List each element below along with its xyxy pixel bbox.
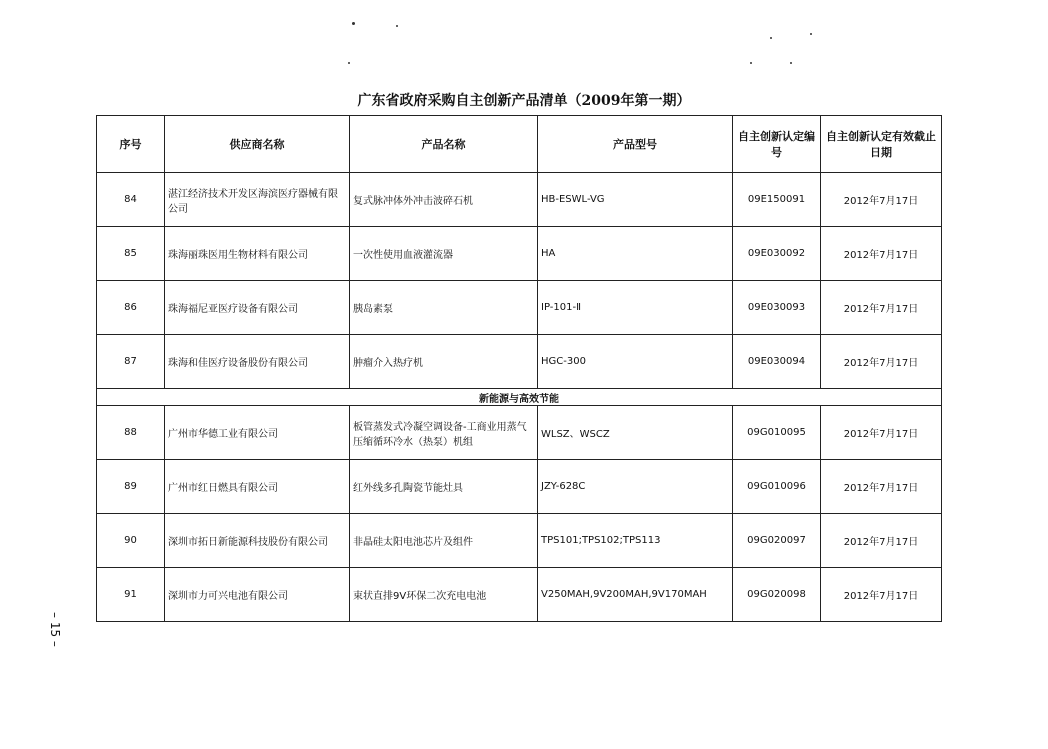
- cell-model: HGC-300: [538, 335, 733, 389]
- cell-cert: 09G020097: [733, 514, 821, 568]
- cell-model: V250MAH,9V200MAH,9V170MAH: [538, 568, 733, 622]
- cell-product: 一次性使用血液灌流器: [350, 227, 538, 281]
- cell-no: 85: [97, 227, 165, 281]
- cell-supplier: 深圳市力可兴电池有限公司: [165, 568, 350, 622]
- cell-supplier: 深圳市拓日新能源科技股份有限公司: [165, 514, 350, 568]
- cell-supplier: 珠海丽珠医用生物材料有限公司: [165, 227, 350, 281]
- category-row: [97, 389, 942, 406]
- cell-cert: 09E030093: [733, 281, 821, 335]
- cell-cert: 09E030092: [733, 227, 821, 281]
- cell-product: 胰岛素泵: [350, 281, 538, 335]
- cell-cert: 09G020098: [733, 568, 821, 622]
- cell-date: 2012年7月17日: [821, 514, 942, 568]
- cell-cert: 09G010095: [733, 406, 821, 460]
- cell-model: JZY-628C: [538, 460, 733, 514]
- cell-model: HB-ESWL-VG: [538, 173, 733, 227]
- cell-date: 2012年7月17日: [821, 568, 942, 622]
- cell-cert: 09E150091: [733, 173, 821, 227]
- header-supplier: 供应商名称: [165, 116, 350, 173]
- cell-product: 束状直排9V环保二次充电电池: [350, 568, 538, 622]
- cell-supplier: 湛江经济技术开发区海滨医疗器械有限公司: [165, 173, 350, 227]
- cell-no: 88: [97, 406, 165, 460]
- product-table: [96, 115, 942, 622]
- header-cert: 自主创新认定编号: [733, 116, 821, 173]
- cell-no: 89: [97, 460, 165, 514]
- cell-product: 复式脉冲体外冲击波碎石机: [350, 173, 538, 227]
- cell-supplier: 广州市华德工业有限公司: [165, 406, 350, 460]
- cell-date: 2012年7月17日: [821, 406, 942, 460]
- cell-model: TPS101;TPS102;TPS113: [538, 514, 733, 568]
- cell-product: 肿瘤介入热疗机: [350, 335, 538, 389]
- table-row: [97, 568, 942, 622]
- page-number: – 15 –: [48, 612, 62, 647]
- cell-cert: 09E030094: [733, 335, 821, 389]
- cell-product: 红外线多孔陶瓷节能灶具: [350, 460, 538, 514]
- cell-model: HA: [538, 227, 733, 281]
- table-row: [97, 514, 942, 568]
- cell-date: 2012年7月17日: [821, 335, 942, 389]
- table-row: [97, 460, 942, 514]
- table-row: [97, 335, 942, 389]
- cell-date: 2012年7月17日: [821, 227, 942, 281]
- table-header-row: [97, 116, 942, 173]
- header-model: 产品型号: [538, 116, 733, 173]
- table-row: [97, 227, 942, 281]
- cell-date: 2012年7月17日: [821, 281, 942, 335]
- cell-supplier: 广州市红日燃具有限公司: [165, 460, 350, 514]
- cell-model: WLSZ、WSCZ: [538, 406, 733, 460]
- cell-date: 2012年7月17日: [821, 460, 942, 514]
- cell-no: 84: [97, 173, 165, 227]
- header-no: 序号: [97, 116, 165, 173]
- cell-supplier: 珠海福尼亚医疗设备有限公司: [165, 281, 350, 335]
- header-product: 产品名称: [350, 116, 538, 173]
- cell-no: 91: [97, 568, 165, 622]
- category-label: 新能源与高效节能: [97, 389, 942, 406]
- cell-no: 86: [97, 281, 165, 335]
- cell-product: 非晶硅太阳电池芯片及组件: [350, 514, 538, 568]
- page-title: 广东省政府采购自主创新产品清单（2009年第一期）: [357, 93, 691, 109]
- cell-no: 87: [97, 335, 165, 389]
- header-date: 自主创新认定有效截止日期: [821, 116, 942, 173]
- cell-cert: 09G010096: [733, 460, 821, 514]
- cell-supplier: 珠海和佳医疗设备股份有限公司: [165, 335, 350, 389]
- cell-model: IP-101-Ⅱ: [538, 281, 733, 335]
- cell-product: 板管蒸发式冷凝空调设备-工商业用蒸气压缩循环冷水（热泵）机组: [350, 406, 538, 460]
- table-row: [97, 173, 942, 227]
- table-row: [97, 406, 942, 460]
- cell-no: 90: [97, 514, 165, 568]
- table-row: [97, 281, 942, 335]
- cell-date: 2012年7月17日: [821, 173, 942, 227]
